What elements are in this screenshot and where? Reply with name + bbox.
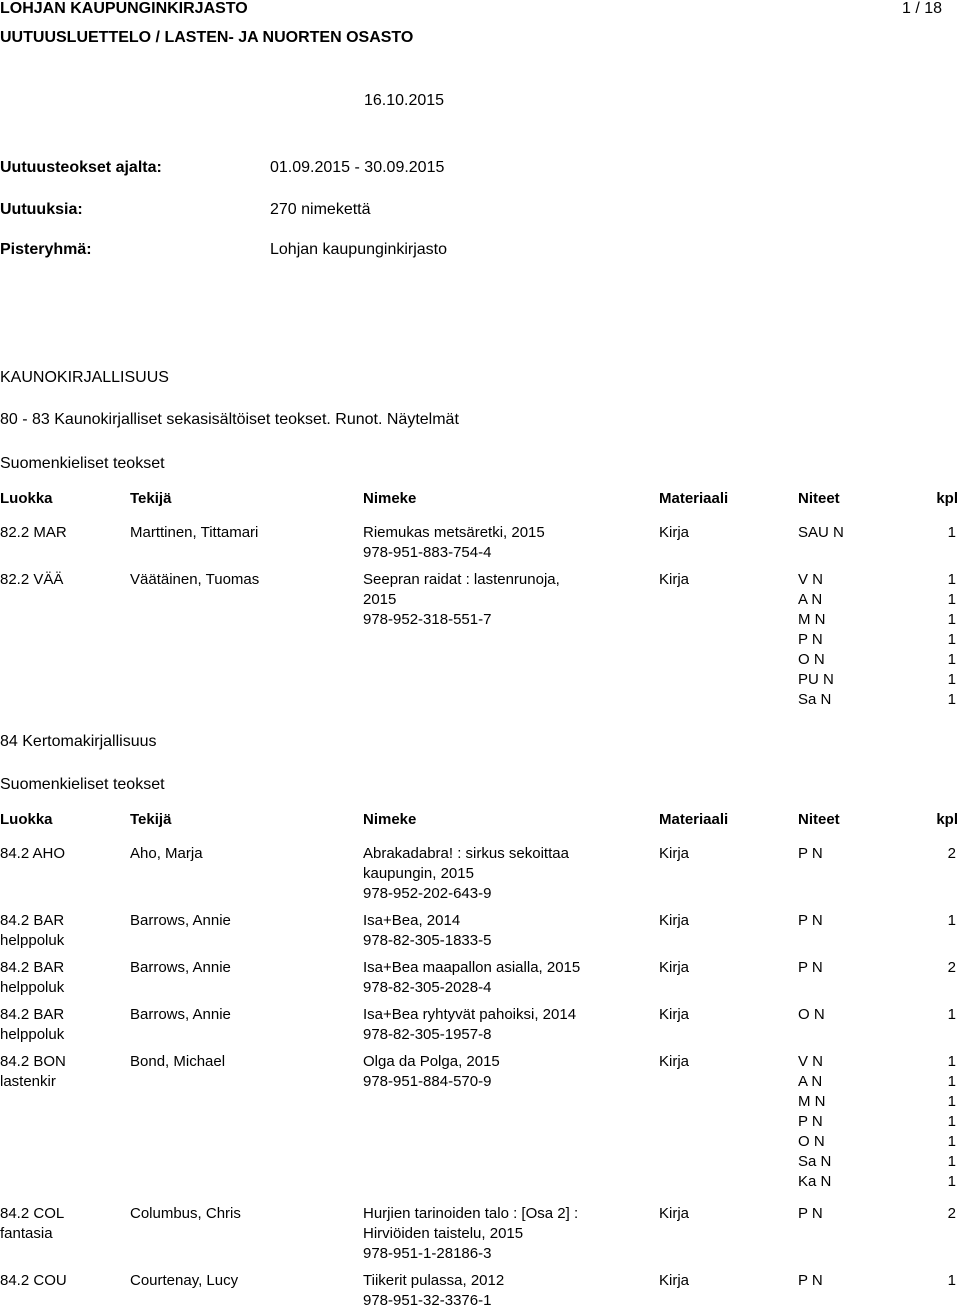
cell-luokka: 84.2 AHO bbox=[0, 845, 66, 862]
cell-luokka: 82.2 MAR bbox=[0, 524, 67, 541]
cell-materiaali: Kirja bbox=[659, 1205, 690, 1222]
col-materiaali: Materiaali bbox=[659, 490, 729, 507]
cell-niteet: P N bbox=[798, 912, 823, 929]
cell-kpl: 1 1 1 1 1 1 1 bbox=[947, 1053, 956, 1190]
cell-tekija: Columbus, Chris bbox=[130, 1205, 241, 1222]
cell-tekija: Marttinen, Tittamari bbox=[130, 524, 259, 541]
count-label: Uutuuksia: bbox=[0, 201, 83, 218]
cell-kpl: 2 bbox=[947, 959, 956, 976]
report-date: 16.10.2015 bbox=[364, 92, 445, 109]
cell-luokka: 82.2 VÄÄ bbox=[0, 571, 64, 588]
cell-kpl: 2 bbox=[947, 845, 956, 862]
cell-luokka: 84.2 BON lastenkir bbox=[0, 1053, 66, 1090]
group-subheading: Suomenkieliset teokset bbox=[0, 455, 165, 472]
page-number: 1 / 18 bbox=[901, 0, 942, 17]
group-label: Pisteryhmä: bbox=[0, 241, 92, 258]
col-nimeke: Nimeke bbox=[363, 490, 417, 507]
cell-materiaali: Kirja bbox=[659, 524, 690, 541]
cell-nimeke: Isa+Bea, 2014 978-82-305-1833-5 bbox=[363, 912, 492, 949]
col-niteet: Niteet bbox=[798, 811, 840, 828]
cell-kpl: 1 bbox=[947, 912, 956, 929]
period-label: Uutuusteokset ajalta: bbox=[0, 159, 162, 176]
cell-tekija: Barrows, Annie bbox=[130, 959, 231, 976]
cell-materiaali: Kirja bbox=[659, 912, 690, 929]
cell-nimeke: Abrakadabra! : sirkus sekoittaa kaupungin, 2015 978-952-202-643-9 bbox=[363, 845, 569, 902]
cell-niteet: P N bbox=[798, 845, 823, 862]
cell-niteet: P N bbox=[798, 959, 823, 976]
cell-kpl: 1 bbox=[947, 524, 956, 541]
group-subheading: Suomenkieliset teokset bbox=[0, 776, 165, 793]
period-value: 01.09.2015 - 30.09.2015 bbox=[270, 159, 445, 176]
cell-nimeke: Isa+Bea ryhtyvät pahoiksi, 2014 978-82-305-1957-8 bbox=[363, 1006, 577, 1043]
section-title: KAUNOKIRJALLISUUS bbox=[0, 369, 169, 386]
cell-niteet: V N A N M N P N O N Sa N Ka N bbox=[798, 1053, 832, 1190]
col-kpl: kpl bbox=[936, 490, 958, 507]
cell-kpl: 1 1 1 1 1 1 1 bbox=[947, 571, 956, 708]
group-heading: 80 - 83 Kaunokirjalliset sekasisältöiset teokset. Runot. Näytelmät bbox=[0, 411, 459, 428]
cell-luokka: 84.2 COU bbox=[0, 1272, 67, 1289]
cell-nimeke: Hurjien tarinoiden talo : [Osa 2] : Hirviöiden taistelu, 2015 978-951-1-28186-3 bbox=[363, 1205, 579, 1262]
cell-tekija: Väätäinen, Tuomas bbox=[130, 571, 260, 588]
col-nimeke: Nimeke bbox=[363, 811, 417, 828]
col-luokka: Luokka bbox=[0, 490, 53, 507]
cell-materiaali: Kirja bbox=[659, 571, 690, 588]
cell-tekija: Aho, Marja bbox=[130, 845, 203, 862]
cell-tekija: Barrows, Annie bbox=[130, 1006, 231, 1023]
group-heading: 84 Kertomakirjallisuus bbox=[0, 733, 157, 750]
cell-nimeke: Seepran raidat : lastenrunoja, 2015 978-952-318-551-7 bbox=[363, 571, 560, 628]
list-title: UUTUUSLUETTELO / LASTEN- JA NUORTEN OSASTO bbox=[0, 29, 414, 46]
cell-niteet: V N A N M N P N O N PU N Sa N bbox=[798, 571, 834, 708]
cell-nimeke: Riemukas metsäretki, 2015 978-951-883-754-4 bbox=[363, 524, 545, 561]
col-materiaali: Materiaali bbox=[659, 811, 729, 828]
cell-luokka: 84.2 BAR helppoluk bbox=[0, 1006, 65, 1043]
cell-niteet: P N bbox=[798, 1272, 823, 1289]
cell-luokka: 84.2 BAR helppoluk bbox=[0, 912, 65, 949]
cell-tekija: Courtenay, Lucy bbox=[130, 1272, 239, 1289]
group-value: Lohjan kaupunginkirjasto bbox=[270, 241, 448, 258]
col-kpl: kpl bbox=[936, 811, 958, 828]
col-tekija: Tekijä bbox=[130, 811, 172, 828]
cell-tekija: Barrows, Annie bbox=[130, 912, 231, 929]
cell-kpl: 1 bbox=[947, 1272, 956, 1289]
col-luokka: Luokka bbox=[0, 811, 53, 828]
cell-niteet: O N bbox=[798, 1006, 825, 1023]
col-niteet: Niteet bbox=[798, 490, 840, 507]
cell-niteet: P N bbox=[798, 1205, 823, 1222]
cell-materiaali: Kirja bbox=[659, 1053, 690, 1070]
cell-niteet: SAU N bbox=[798, 524, 844, 541]
cell-materiaali: Kirja bbox=[659, 845, 690, 862]
cell-tekija: Bond, Michael bbox=[130, 1053, 226, 1070]
col-tekija: Tekijä bbox=[130, 490, 172, 507]
cell-nimeke: Isa+Bea maapallon asialla, 2015 978-82-305-2028-4 bbox=[363, 959, 581, 996]
cell-materiaali: Kirja bbox=[659, 1272, 690, 1289]
cell-kpl: 1 bbox=[947, 1006, 956, 1023]
count-value: 270 nimekettä bbox=[270, 201, 371, 218]
cell-luokka: 84.2 BAR helppoluk bbox=[0, 959, 65, 996]
cell-materiaali: Kirja bbox=[659, 959, 690, 976]
cell-materiaali: Kirja bbox=[659, 1006, 690, 1023]
cell-nimeke: Tiikerit pulassa, 2012 978-951-32-3376-1 bbox=[363, 1272, 505, 1309]
cell-nimeke: Olga da Polga, 2015 978-951-884-570-9 bbox=[363, 1053, 500, 1090]
cell-kpl: 2 bbox=[947, 1205, 956, 1222]
library-name: LOHJAN KAUPUNGINKIRJASTO bbox=[0, 0, 248, 17]
cell-luokka: 84.2 COL fantasia bbox=[0, 1205, 65, 1242]
